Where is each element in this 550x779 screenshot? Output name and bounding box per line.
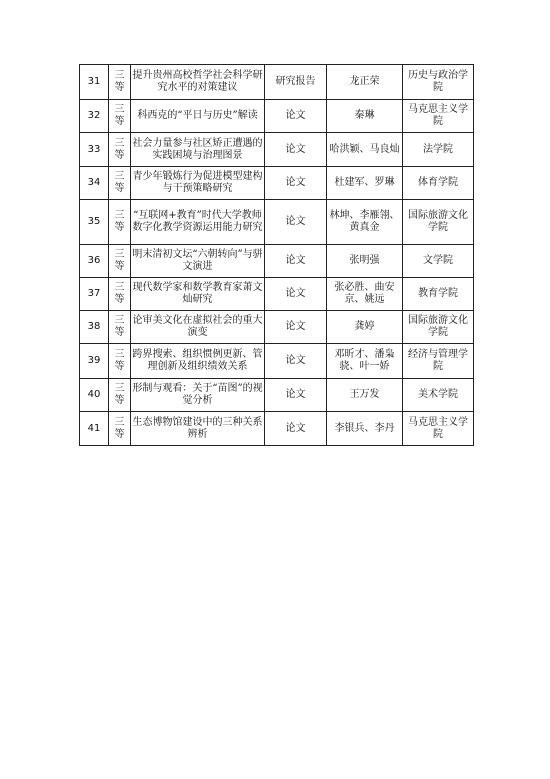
work-type: 论文	[265, 100, 327, 133]
table-row	[80, 200, 474, 245]
author: 秦琳	[327, 100, 403, 133]
work-title: 社会力量参与社区矫正遭遇的实践困境与治理图景	[131, 133, 265, 167]
row-number: 41	[80, 412, 109, 446]
author: 龙正荣	[327, 65, 403, 100]
work-type: 论文	[265, 311, 327, 344]
row-number: 40	[80, 379, 109, 412]
table-row	[80, 245, 474, 278]
department: 文学院	[403, 245, 474, 278]
work-title: 论审美文化在虚拟社会的重大演变	[131, 311, 265, 344]
work-title: 青少年锻炼行为促进模型建构与干预策略研究	[131, 167, 265, 200]
author: 张明强	[327, 245, 403, 278]
award-level: 三等	[109, 133, 131, 167]
department: 美术学院	[403, 379, 474, 412]
table-row	[80, 278, 474, 311]
award-level: 三等	[109, 379, 131, 412]
table-row	[80, 344, 474, 379]
author: 哈洪颖、马良灿	[327, 133, 403, 167]
award-level: 三等	[109, 200, 131, 245]
row-number: 31	[80, 65, 109, 100]
department: 法学院	[403, 133, 474, 167]
work-type: 论文	[265, 167, 327, 200]
author: 杜建军、罗琳	[327, 167, 403, 200]
row-number: 33	[80, 133, 109, 167]
award-level: 三等	[109, 245, 131, 278]
award-level: 三等	[109, 100, 131, 133]
table-row	[80, 311, 474, 344]
table-row	[80, 100, 474, 133]
award-level: 三等	[109, 278, 131, 311]
department: 国际旅游文化学院	[403, 311, 474, 344]
row-number: 39	[80, 344, 109, 379]
work-title: 现代数学家和数学教育家萧文灿研究	[131, 278, 265, 311]
author: 张必胜、曲安京、姚远	[327, 278, 403, 311]
row-number: 38	[80, 311, 109, 344]
author: 王万发	[327, 379, 403, 412]
award-level: 三等	[109, 311, 131, 344]
department: 国际旅游文化学院	[403, 200, 474, 245]
author: 李银兵、李丹	[327, 412, 403, 446]
work-type: 论文	[265, 245, 327, 278]
award-level: 三等	[109, 167, 131, 200]
work-title: 明末清初文坛“六朝转向”与骈文演进	[131, 245, 265, 278]
work-type: 论文	[265, 200, 327, 245]
table-row	[80, 65, 474, 100]
work-type: 研究报告	[265, 65, 327, 100]
row-number: 36	[80, 245, 109, 278]
department: 经济与管理学院	[403, 344, 474, 379]
department: 体育学院	[403, 167, 474, 200]
row-number: 35	[80, 200, 109, 245]
author: 龚婷	[327, 311, 403, 344]
department: 教育学院	[403, 278, 474, 311]
table-row	[80, 133, 474, 167]
award-level: 三等	[109, 412, 131, 446]
work-type: 论文	[265, 344, 327, 379]
work-title: 生态博物馆建设中的三种关系辨析	[131, 412, 265, 446]
work-title: 科西克的“平日与历史”解读	[131, 100, 265, 133]
work-type: 论文	[265, 412, 327, 446]
award-level: 三等	[109, 65, 131, 100]
department: 马克思主义学院	[403, 100, 474, 133]
work-title: “互联网+教育”时代大学教师数字化教学资源运用能力研究	[131, 200, 265, 245]
work-title: 形制与观看：关于“苗图”的视觉分析	[131, 379, 265, 412]
work-title: 提升贵州高校哲学社会科学研究水平的对策建议	[131, 65, 265, 100]
author: 林坤、李雁翎、黄真金	[327, 200, 403, 245]
awards-table	[79, 64, 474, 446]
table-row	[80, 379, 474, 412]
row-number: 34	[80, 167, 109, 200]
department: 历史与政治学院	[403, 65, 474, 100]
work-title: 跨界搜索、组织惯例更新、管理创新及组织绩效关系	[131, 344, 265, 379]
row-number: 32	[80, 100, 109, 133]
department: 马克思主义学院	[403, 412, 474, 446]
work-type: 论文	[265, 133, 327, 167]
work-type: 论文	[265, 278, 327, 311]
table-row	[80, 412, 474, 446]
work-type: 论文	[265, 379, 327, 412]
award-level: 三等	[109, 344, 131, 379]
table-row	[80, 167, 474, 200]
author: 邓昕才、潘枭骁、叶一娇	[327, 344, 403, 379]
row-number: 37	[80, 278, 109, 311]
